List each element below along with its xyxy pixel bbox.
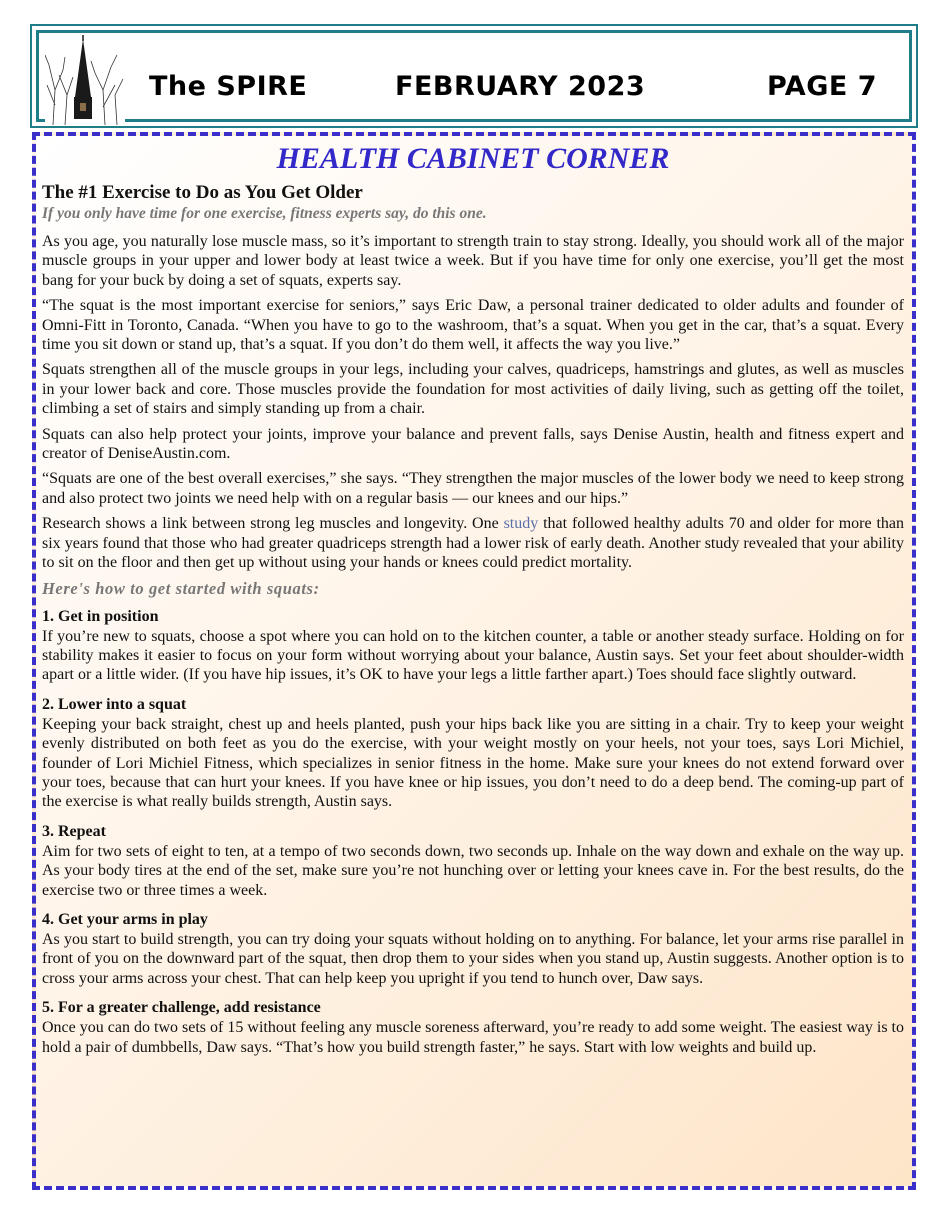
step-title: 3. Repeat [42,822,106,840]
step-block [42,607,904,685]
paragraph: “Squats are one of the best overall exercises,” she says. “They strengthen the major muscles of the lower body we need to keep strong and also protect two joints we need help with on a regular basis — our knees and our hips.” [42,470,904,507]
step-block [42,910,904,988]
research-paragraph [42,514,904,572]
step-text: Aim for two sets of eight to ten, at a tempo of two seconds down, two seconds up. Inhale on the way down and exhale on the way up. As your body tires at the end of the set, make sure you’re not hunching over or letting your knees cave in. For the best results, do the exercise two or three times a week. [42,842,904,899]
study-link[interactable]: study [503,515,539,533]
newsletter-header [30,24,918,128]
section-title: HEALTH CABINET CORNER [276,142,670,175]
step-text: Once you can do two sets of 15 without feeling any muscle soreness afterward, you’re ready to add some weight. The easiest way is to hold a pair of dumbbells, Daw says. “That’s how you build strength faster,” he says. Start with low weights and build up. [42,1019,904,1056]
paragraph: Squats strengthen all of the muscle groups in your legs, including your calves, quadriceps, hamstrings and glutes, as well as muscles in your lower back and core. Those muscles provide the foundation for most activities of daily living, such as getting off the toilet, climbing a set of stairs and simply standing up from a chair. [42,361,904,418]
step-block [42,998,904,1057]
church-spire-icon [45,35,125,125]
step-title: 5. For a greater challenge, add resistance [42,999,321,1017]
newsletter-title: The SPIRE [149,71,308,102]
howto-heading: Here's how to get started with squats: [42,578,320,598]
step-title: 1. Get in position [42,607,159,625]
page-number: PAGE 7 [767,71,877,102]
paragraph: As you age, you naturally lose muscle mass, so it’s important to strength train to stay strong. Ideally, you should work all of the major muscle groups in your upper and lower body at least twice a week. But if you have time for only one exercise, you’ll get the most bang for your buck by doing a set of squats, experts say. [42,233,904,289]
step-title: 4. Get your arms in play [42,910,208,928]
step-title: 2. Lower into a squat [42,695,187,713]
step-block [42,822,904,900]
step-text: If you’re new to squats, choose a spot where you can hold on to the kitchen counter, a table or another steady surface. Holding on for stability makes it easier to focus on your form without worrying about your balance, Austin says. Set your feet about shoulder-width apart or a little wider. (If you have hip issues, it’s OK to have your legs a little farther apart.) Toes should face slightly outward. [42,627,904,684]
research-text-before: Research shows a link between strong leg muscles and longevity. One [42,515,504,533]
article-headline: The #1 Exercise to Do as You Get Older [42,182,363,203]
issue-date: FEBRUARY 2023 [395,71,646,102]
step-block [42,695,904,812]
research-text-after: that followed healthy adults 70 and older for more than six years found that those who had greater quadriceps strength had a lower risk of early death. Another study revealed that your ability to sit on the floor and then get up without using your hands or knees could predict mortality. [42,515,905,572]
header-frame [36,30,912,122]
article-subhead: If you only have time for one exercise, fitness experts say, do this one. [42,205,487,222]
step-text: Keeping your back straight, chest up and heels planted, push your hips back like you are sitting in a chair. Try to keep your weight evenly distributed on both feet as you do the exercise, with your weight mostly on your heels, not your toes, says Lori Michiel, founder of Lori Michiel Fitness, which specializes in senior fitness in the home. Make sure your knees do not extend forward over your toes, because that can hurt your knees. If you have knee or hip issues, you don’t need to do a deep bend. The coming-up part of the exercise is what really builds strength, Austin says. [42,715,904,811]
paragraph: “The squat is the most important exercise for seniors,” says Eric Daw, a personal trainer dedicated to older adults and founder of Omni-Fitt in Toronto, Canada. “When you have to go to the washroom, that’s a squat. When you get in the car, that’s a squat. Every time you sit down or stand up, that’s a squat. If you don’t do them well, it affects the way you live.” [42,297,904,354]
article-box [32,132,916,1190]
paragraph: Squats can also help protect your joints, improve your balance and prevent falls, says Denise Austin, health and fitness expert and creator of DeniseAustin.com. [42,425,904,463]
step-text: As you start to build strength, you can try doing your squats without holding on to anything. For balance, let your arms rise parallel in front of you on the downward part of the squat, then drop them to your sides when you stand up, Austin suggests. Another option is to cross your arms across your chest. That can help keep you upright if you tend to hunch over, Daw says. [42,930,904,987]
